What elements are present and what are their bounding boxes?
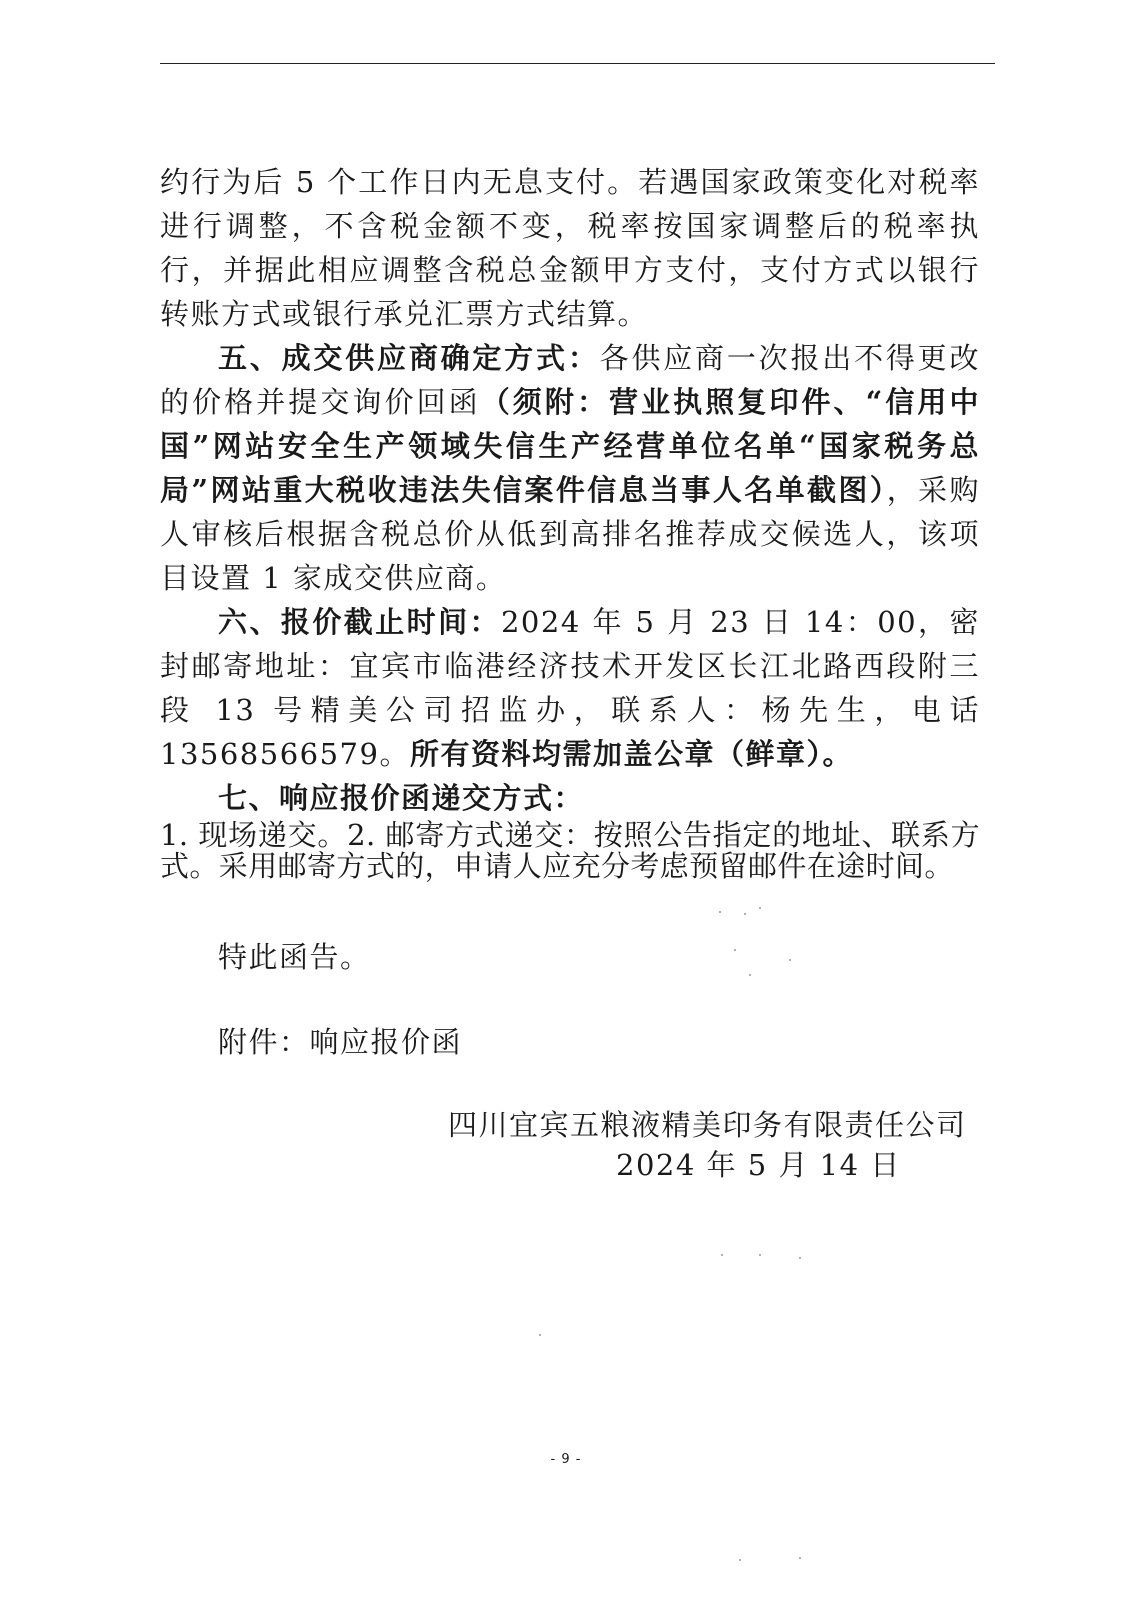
page-number: - 9 - [550,1452,582,1467]
section-6-heading: 六、报价截止时间： [218,605,501,639]
section-5-attachment-requirements: （须附：营业执照复印件、“信用中国”网站安全生产领域失信生产经营单位名单“国家税务总局”网站重大税收违法失信案件信息当事人名单截图） [160,385,980,507]
closing-notice: 特此函告。 [218,940,371,974]
paragraph-payment-terms: 约行为后 5 个工作日内无息支付。若遇国家政策变化对税率进行调整，不含税金额不变，税率按国家调整后的税率执行，并据此相应调整含税总金额甲方支付，支付方式以银行转账方式或银行承兑汇票方式结算。 [160,165,980,331]
issuer-company: 四川宜宾五粮液精美印务有限责任公司 [448,1108,967,1142]
section-5-heading: 五、成交供应商确定方式： [218,341,600,375]
attachment-note: 附件：响应报价函 [218,1025,463,1059]
section-5-text: 各供应商一次报出不得更改的价格并提交询价回函 [160,341,980,419]
issue-date: 2024 年 5 月 14 日 [616,1148,901,1182]
section-6-seal-requirement: 所有资料均需加盖公章（鲜章）。 [409,737,853,771]
section-7-text: 1. 现场递交。2. 邮寄方式递交：按照公告指定的地址、联系方式。采用邮寄方式的，申请人应充分考虑预留邮件在途时间。 [160,818,980,883]
section-5-text-tail: ，采购人审核后根据含税总价从低到高排名推荐成交候选人，该项目设置 1 家成交供应商。 [160,473,980,595]
section-7-heading: 七、响应报价函递交方式： [218,781,585,815]
section-6-text: 2024 年 5 月 23 日 14：00，密封邮寄地址：宜宾市临港经济技术开发区长江北路西段附三段 13 号精美公司招监办，联系人：杨先生，电话 13568566579。 [160,605,980,771]
